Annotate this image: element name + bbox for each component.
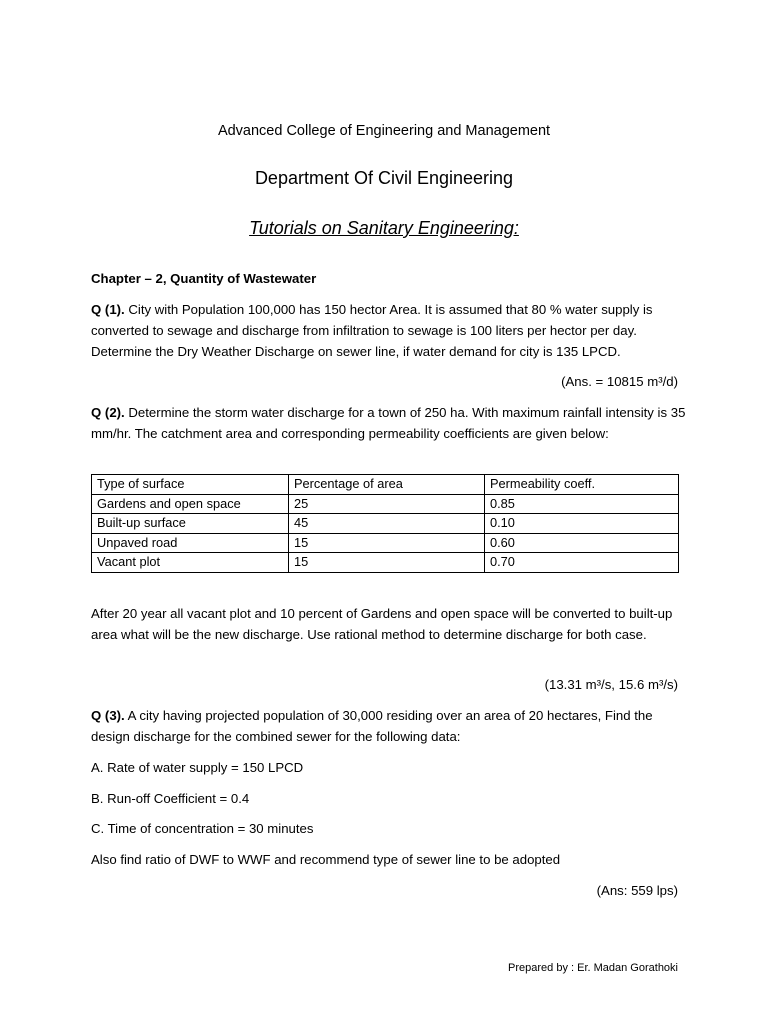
table-header-cell: Percentage of area [289, 475, 485, 495]
question-2-answer: (13.31 m³/s, 15.6 m³/s) [544, 677, 678, 692]
table-cell: 0.70 [485, 553, 679, 573]
college-name: Advanced College of Engineering and Management [217, 123, 551, 139]
question-1-answer: (Ans. = 10815 m³/d) [561, 374, 678, 389]
department-name: Department Of Civil Engineering [254, 168, 514, 188]
question-2-followup: After 20 year all vacant plot and 10 percent of Gardens and open space will be converted to built-up area what will be the new discharge. Use rational method to determine discharge for both case. [91, 606, 673, 642]
table-cell: Unpaved road [92, 533, 289, 553]
question-3-followup: Also find ratio of DWF to WWF and recommend type of sewer line to be adopted [91, 852, 561, 867]
table-row [92, 494, 679, 514]
table-row [92, 514, 679, 534]
question-3-answer: (Ans: 559 lps) [596, 883, 678, 898]
question-2-text: Determine the storm water discharge for a town of 250 ha. With maximum rainfall intensity is 35 mm/hr. The catchment area and corresponding permeability coefficients are given below: [91, 405, 686, 441]
table-cell: 25 [289, 494, 485, 514]
table-header-cell: Type of surface [92, 475, 289, 495]
question-3-item: B. Run-off Coefficient = 0.4 [91, 791, 250, 806]
table-cell: 15 [289, 553, 485, 573]
question-2-label: Q (2). [91, 405, 125, 420]
table-cell: Vacant plot [92, 553, 289, 573]
table-cell: 0.85 [485, 494, 679, 514]
table-cell: 45 [289, 514, 485, 534]
question-3-text: A city having projected population of 30,000 residing over an area of 20 hectares, Find the design discharge for the combined sewer for the following data: [91, 708, 653, 744]
question-3-item: A. Rate of water supply = 150 LPCD [91, 760, 304, 775]
table-row [92, 553, 679, 573]
question-3 [91, 705, 691, 747]
question-3-item: C. Time of concentration = 30 minutes [91, 821, 314, 836]
table-cell: Built-up surface [92, 514, 289, 534]
question-1-label: Q (1). [91, 302, 125, 317]
question-2 [91, 402, 691, 444]
tutorial-title: Tutorials on Sanitary Engineering: [249, 218, 519, 238]
question-3-label: Q (3). [91, 708, 125, 723]
table-row [92, 533, 679, 553]
table-cell: Gardens and open space [92, 494, 289, 514]
table-cell: 15 [289, 533, 485, 553]
table-cell: 0.60 [485, 533, 679, 553]
table-cell: 0.10 [485, 514, 679, 534]
prepared-by: Prepared by : Er. Madan Gorathoki [508, 962, 678, 974]
table-header-row [92, 475, 679, 495]
question-1 [91, 299, 691, 362]
surface-table [91, 474, 679, 573]
table-header-cell: Permeability coeff. [485, 475, 679, 495]
chapter-title: Chapter – 2, Quantity of Wastewater [91, 271, 317, 286]
question-1-text: City with Population 100,000 has 150 hector Area. It is assumed that 80 % water supply is converted to sewage and discharge from infiltration to sewage is 100 liters per hector per day. Determine the Dry Weather Discharge on sewer line, if water demand for city is 135 LPCD. [91, 302, 653, 359]
chapter-heading [91, 268, 691, 289]
